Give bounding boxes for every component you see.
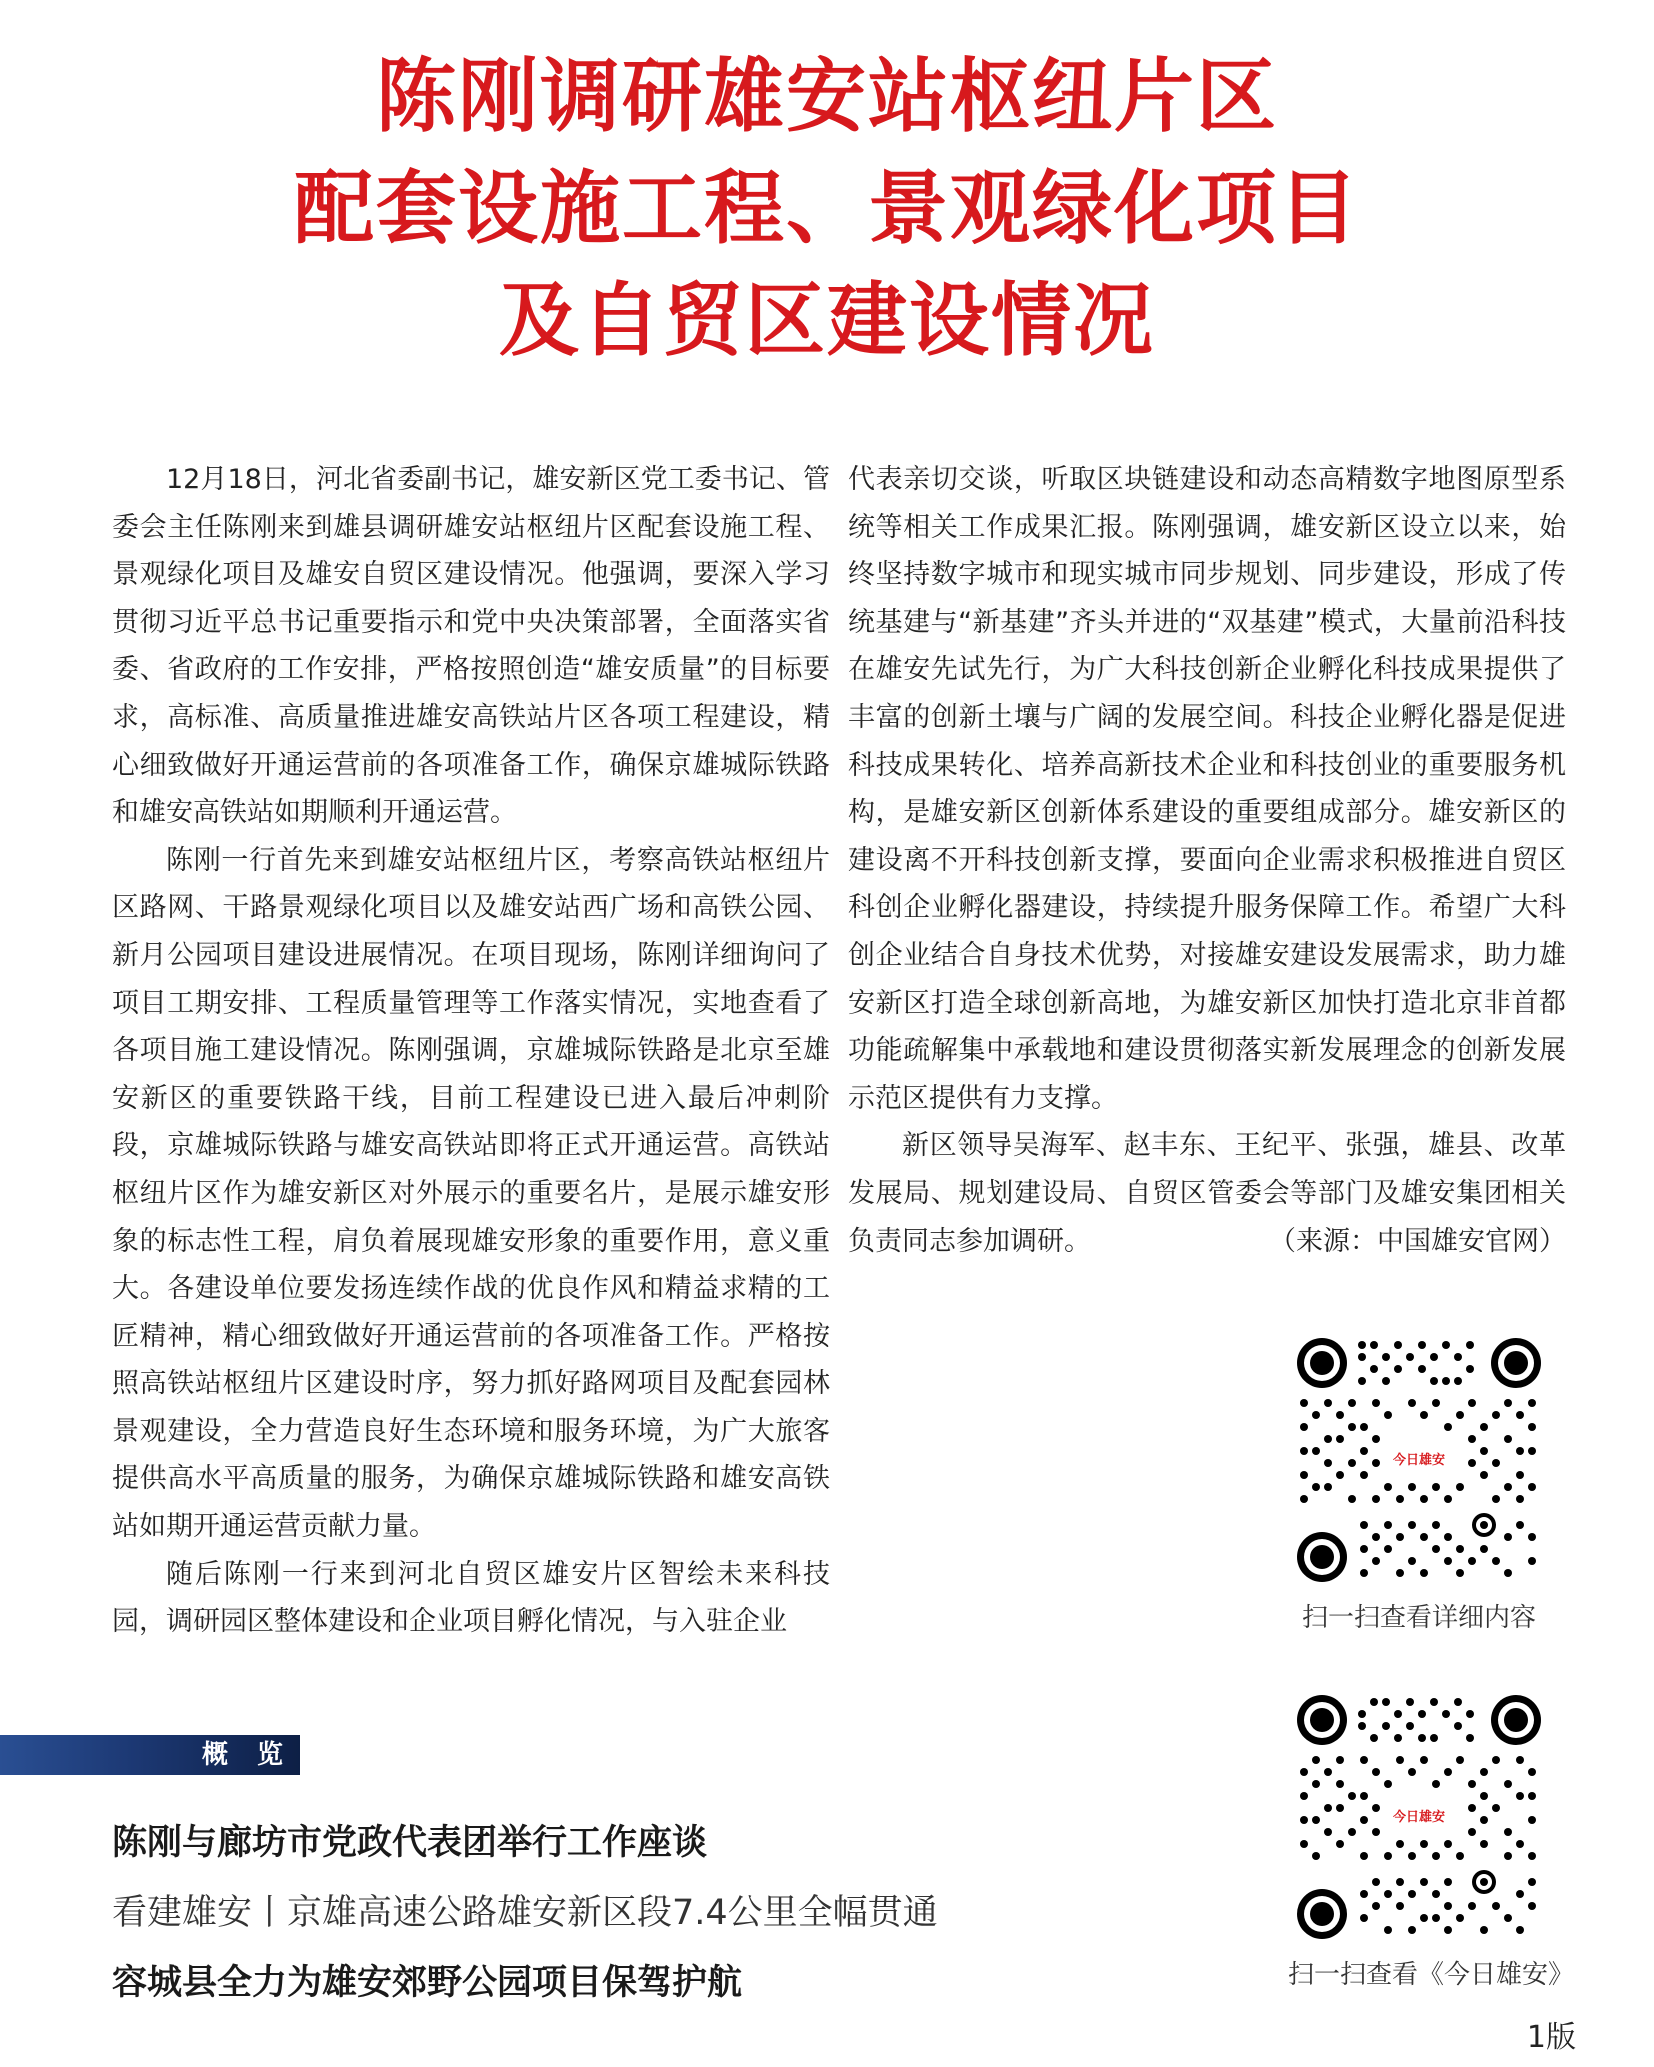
headline-line: 陈刚调研雄安站枢纽片区 [376,49,1278,143]
qr-code-icon[interactable] [1294,1692,1544,1942]
qr-code-icon[interactable] [1294,1335,1544,1585]
article-paragraph: 12月18日，河北省委副书记，雄安新区党工委书记、管委会主任陈刚来到雄县调研雄安站枢纽片区配套设施工程、景观绿化项目及雄安自贸区建设情况。他强调，要深入学习贯彻习近平总书记重要指示和党中央决策部署，全面落实省委、省政府的工作安排，严格按照创造“雄安质量”的目标要求，高标准、高质量推进雄安高铁站片区各项工程建设，精心细致做好开通运营前的各项准备工作，确保京雄城际铁路和雄安高铁站如期顺利开通运营。 [112,464,830,829]
qr-caption: 扫一扫查看详细内容 [1301,1603,1536,1633]
overview-list [112,1808,938,2018]
article-paragraph-continued: 代表亲切交谈，听取区块链建设和动态高精数字地图原型系统等相关工作成果汇报。陈刚强调，雄安新区设立以来，始终坚持数字城市和现实城市同步规划、同步建设，形成了传统基建与“新基建”齐头并进的“双基建”模式，大量前沿科技在雄安先试先行，为广大科技创新企业孵化科技成果提供了丰富的创新土壤与广阔的发展空间。科技企业孵化器是促进科技成果转化、培养高新技术企业和科技创业的重要服务机构，是雄安新区创新体系建设的重要组成部分。雄安新区的建设离不开科技创新支撑，要面向企业需求积极推进自贸区科创企业孵化器建设，持续提升服务保障工作。希望广大科创企业结合自身技术优势，对接雄安建设发展需求，助力雄安新区打造全球创新高地，为雄安新区加快打造北京非首都功能疏解集中承载地和建设贯彻落实新发展理念的创新发展示范区提供有力支撑。 [848,464,1566,1114]
article-column-left [112,456,830,1646]
overview-label: 概 览 [202,1740,294,1770]
article-paragraph: 陈刚一行首先来到雄安站枢纽片区，考察高铁站枢纽片区路网、干路景观绿化项目以及雄安站西广场和高铁公园、新月公园项目建设进展情况。在项目现场，陈刚详细询问了项目工期安排、工程质量管理等工作落实情况，实地查看了各项目施工建设情况。陈刚强调，京雄城际铁路是北京至雄安新区的重要铁路干线，目前工程建设已进入最后冲刺阶段，京雄城际铁路与雄安高铁站即将正式开通运营。高铁站枢纽片区作为雄安新区对外展示的重要名片，是展示雄安形象的标志性工程，肩负着展现雄安形象的重要作用，意义重大。各建设单位要发扬连续作战的优良作风和精益求精的工匠精神，精心细致做好开通运营前的各项准备工作。严格按照高铁站枢纽片区建设时序，努力抓好路网项目及配套园林景观建设，全力营造良好生态环境和服务环境，为广大旅客提供高水平高质量的服务，为确保京雄城际铁路和雄安高铁站如期开通运营贡献力量。 [112,844,830,1543]
article-column-right [848,456,1566,1265]
qr-caption: 扫一扫查看《今日雄安》 [1288,1960,1575,1990]
qr-block-newspaper [1288,1692,1575,1991]
headline-line: 及自贸区建设情况 [499,273,1155,367]
qr-logo-text: 今日雄安 [1392,1810,1446,1825]
overview-item[interactable]: 看建雄安丨京雄高速公路雄安新区段7.4公里全幅贯通 [112,1893,938,1933]
qr-logo-text: 今日雄安 [1392,1453,1446,1468]
article-paragraph [848,1122,1566,1265]
headline-line: 配套设施工程、景观绿化项目 [294,161,1360,255]
qr-block-detail [1288,1335,1550,1634]
headline [0,40,1654,376]
article-paragraph-text: 新区领导吴海军、赵丰东、王纪平、张强，雄县、改革发展局、规划建设局、自贸区管委会等部门及雄安集团相关负责同志参加调研。 [848,1130,1566,1257]
article-paragraph: 随后陈刚一行来到河北自贸区雄安片区智绘未来科技园，调研园区整体建设和企业项目孵化情况，与入驻企业 [112,1558,830,1638]
page-number: 1版 [1526,2020,1576,2055]
overview-item[interactable]: 容城县全力为雄安郊野公园项目保驾护航 [112,1963,743,2003]
overview-item[interactable]: 陈刚与廊坊市党政代表团举行工作座谈 [112,1823,708,1863]
overview-label-bar [0,1735,300,1775]
source-credit: （来源：中国雄安官网） [1269,1225,1566,1257]
